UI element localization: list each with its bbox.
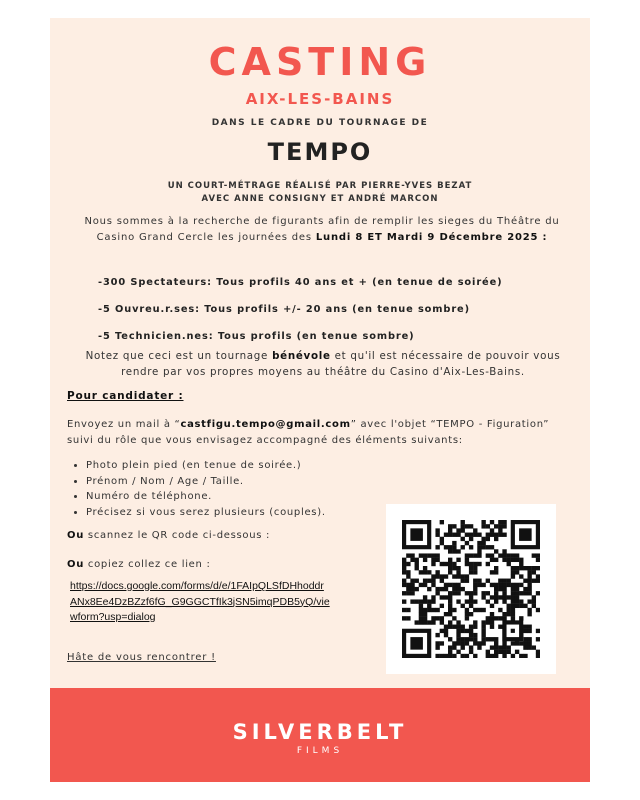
- location-title: AIX-LES-BAINS: [245, 90, 395, 108]
- requirements-list: [74, 458, 326, 520]
- mail-before: Envoyez un mail à “: [67, 419, 181, 430]
- scan-instruction: [67, 530, 270, 541]
- closing-line: Hâte de vous rencontrer !: [67, 652, 216, 663]
- context-line: DANS LE CADRE DU TOURNAGE DE: [211, 118, 429, 128]
- note-bold: bénévole: [272, 350, 331, 362]
- list-item: • Prénom / Nom / Age / Taille.: [86, 474, 326, 490]
- list-item: • Numéro de téléphone.: [86, 489, 326, 505]
- email-address[interactable]: castfigu.tempo@gmail.com: [180, 419, 351, 430]
- footer-banner: [50, 688, 590, 782]
- qr-code-icon: [402, 520, 540, 658]
- intro-dates: Lundi 8 ET Mardi 9 Décembre 2025 :: [315, 232, 548, 243]
- scan-bold: Ou: [67, 530, 85, 541]
- scan-text: scannez le QR code ci-dessous :: [84, 530, 271, 541]
- role-spectateurs: -300 Spectateurs: Tous profils 40 ans et + (en tenue de soirée): [98, 277, 503, 288]
- role-techniciens: -5 Technicien.nes: Tous profils (en tenue sombre): [98, 331, 415, 342]
- role-ouvreurs: -5 Ouvreu.r.ses: Tous profils +/- 20 ans (en tenue sombre): [98, 304, 470, 315]
- copy-text: copiez collez ce lien :: [84, 559, 211, 570]
- brand-logo: SILVERBELT: [232, 720, 408, 744]
- apply-heading: Pour candidater :: [67, 390, 184, 402]
- qr-code[interactable]: [386, 504, 556, 674]
- copy-instruction: [67, 559, 211, 570]
- credits: [50, 180, 590, 206]
- copy-bold: Ou: [67, 559, 85, 570]
- mail-after: ” avec l'objet “TEMPO - Figuration” suivi du rôle que vous envisagez accompagné des éléments suivants:: [67, 419, 550, 446]
- note-before: Notez que ceci est un tournage: [85, 350, 273, 362]
- list-item: • Précisez si vous serez plusieurs (couples).: [86, 505, 326, 521]
- casting-title: CASTING: [208, 40, 432, 84]
- note-after: et qu'il est nécessaire de pouvoir vous rendre par vos propres moyens au théâtre du Casino d'Aix-Les-Bains.: [121, 350, 561, 378]
- volunteer-note: [68, 348, 578, 380]
- intro-text: [64, 214, 580, 246]
- film-title: TEMPO: [267, 138, 373, 166]
- mail-instructions: [67, 417, 577, 449]
- credits-cast: AVEC ANNE CONSIGNY ET ANDRÉ MARCON: [201, 194, 439, 204]
- intro-body: Nous sommes à la recherche de figurants afin de remplir les sieges du Théâtre du Casino Grand Cercle les journées des: [84, 216, 560, 243]
- list-item: • Photo plein pied (en tenue de soirée.): [86, 458, 326, 474]
- form-link[interactable]: https://docs.google.com/forms/d/e/1FAIpQLSfDHhoddrANx8Ee4DzBZzf6fG_G9GGCTfIk3jSN5imqPDB5yQ/viewform?usp=dialog: [70, 580, 330, 623]
- brand-subtitle: FILMS: [296, 746, 344, 756]
- credits-director: UN COURT-MÉTRAGE RÉALISÉ PAR PIERRE-YVES BEZAT: [167, 181, 473, 191]
- casting-flyer: [50, 18, 590, 782]
